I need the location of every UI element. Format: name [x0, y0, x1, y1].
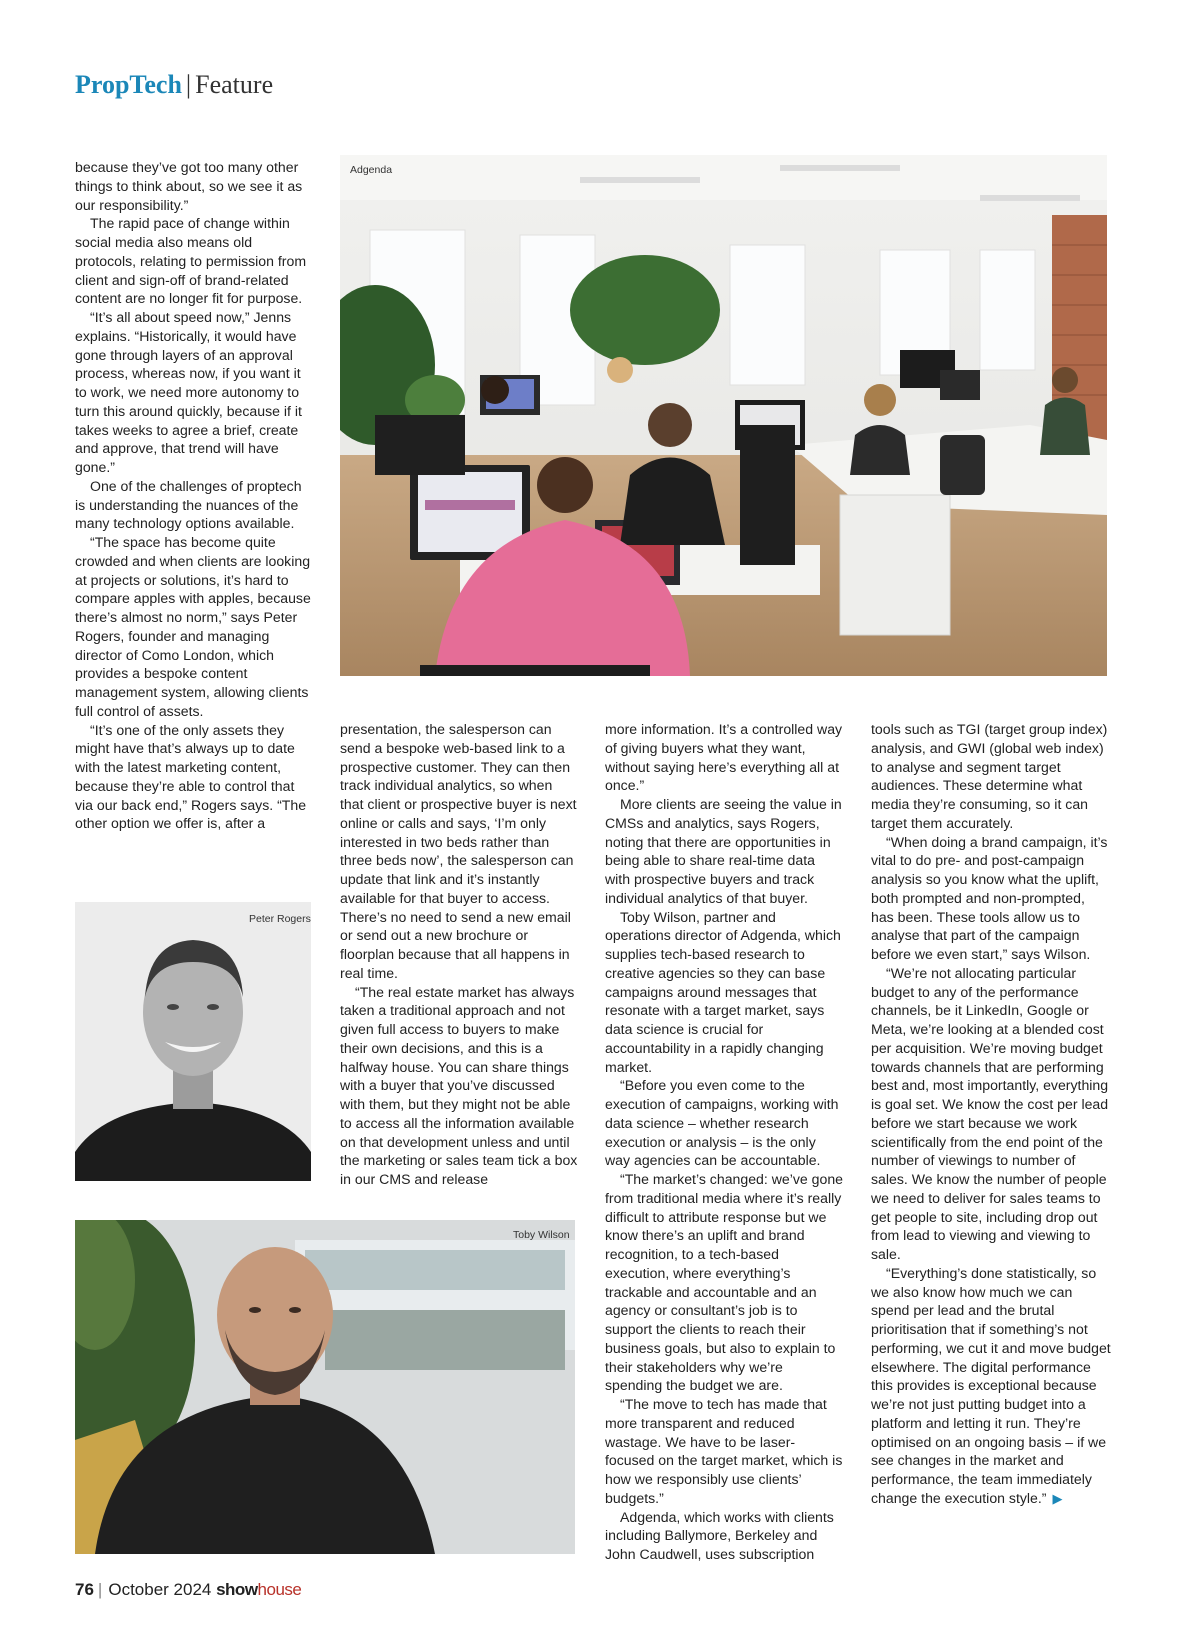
paragraph: “When doing a brand campaign, it’s vital to do pre- and post-campaign analysis so you know what the uplift, both prompted and non-prompted, has been. These tools allow us to analyse that part of the campaign before we even start,” says Wilson.: [871, 833, 1108, 962]
peter-rogers-credit: Peter Rogers: [249, 913, 311, 925]
toby-wilson-photo: [75, 1220, 575, 1554]
section-header: [75, 70, 273, 100]
paragraph: One of the challenges of proptech is understanding the nuances of the many technology options available.: [75, 477, 302, 532]
toby-wilson-credit: Toby Wilson: [513, 1229, 570, 1241]
subsection-name: Feature: [195, 70, 274, 99]
paragraph: “The market’s changed: we’ve gone from traditional media where it’s really difficult to attribute response but we know there’s an uplift and brand recognition, to a tech-based execution, where everything’s trackable and accountable and an agency or consultant’s job is to support the clients to reach their business goals, but also to explain to their stakeholders why we’re spending the budget we are.: [605, 1171, 844, 1394]
peter-rogers-photo: [75, 902, 311, 1181]
office-photo-credit: Adgenda: [350, 164, 393, 176]
paragraph: “The real estate market has always taken a traditional approach and not given full access to buyers to make their own decisions, and this is a halfway house. You can share things with a buyer that you’ve discussed with them, but they might not be able to access all the information available on that development unless and until the marketing or sales team tick a box in our CMS and release: [340, 983, 578, 1187]
paragraph: “Before you even come to the execution of campaigns, working with data science – whether research execution or analysis – is the only way agencies can be accountable.: [605, 1077, 839, 1169]
column-3: [605, 720, 843, 1564]
paragraph: “The space has become quite crowded and when clients are looking at projects or solutions, it’s hard to compare apples with apples, because there’s almost no norm,” says Peter Rogers, founder and managing director of Como London, which provides a bespoke content management system, allowing clients full control of assets.: [75, 534, 311, 719]
paragraph: “The move to tech has made that more transparent and reduced wastage. We have to be laser-focused on the target market, which is how we responsibly use clients’ budgets.”: [605, 1396, 843, 1506]
paragraph: “It’s one of the only assets they might have that’s always up to date with the latest marketing content, because they’re able to control that via our back end,” Rogers says. “The other option we offer is, after a: [75, 721, 307, 832]
issue-date: October 2024: [108, 1580, 212, 1599]
paragraph: More clients are seeing the value in CMSs and analytics, says Rogers, noting that there are opportunities in being able to share real-time data with prospective buyers and track individual analytics of that buyer.: [605, 796, 842, 906]
footer-separator: |: [97, 1580, 103, 1599]
paragraph-text: “Everything’s done statistically, so we also know how much we can spend per lead and the brutal prioritisation that if something’s not performing, we cut it and move budget elsewhere. The digital performance this provides is exceptional because we’re not just putting budget into a platform and letting it run. They’re optimised on an ongoing basis – if we see changes in the market and performance, the team immediately change the execution style.”: [871, 1264, 1111, 1506]
paragraph: [871, 1264, 1111, 1509]
page-number: 76: [75, 1580, 94, 1599]
magazine-logo: [216, 1580, 301, 1599]
logo-house: house: [257, 1580, 302, 1599]
paragraph: The rapid pace of change within social media also means old protocols, relating to permission from client and sign-off of brand-related content are no longer fit for purpose.: [75, 215, 307, 307]
header-separator: |: [185, 70, 192, 99]
page-footer: [75, 1580, 301, 1600]
paragraph: because they’ve got too many other things to think about, so we see it as our responsibility.”: [75, 159, 303, 213]
section-name: PropTech: [75, 70, 182, 99]
paragraph: tools such as TGI (target group index) analysis, and GWI (global web index) to analyse and segment target audiences. These determine what media they’re consuming, so it can target them accurately.: [871, 721, 1108, 831]
column-4: [871, 720, 1111, 1509]
paragraph: “It’s all about speed now,” Jenns explains. “Historically, it would have gone through layers of an approval process, whereas now, if you want it to work, we need more autonomy to turn this around quickly, because if it takes weeks to agree a brief, create and approve, that trend will have gone.”: [75, 309, 302, 475]
paragraph: presentation, the salesperson can send a bespoke web-based link to a prospective customer. They can then track individual analytics, so when that client or prospective buyer is next online or calls and says, ‘I’m only interested in two beds rather than three beds now’, the salesperson can update that link and it’s instantly available for that buyer to access. There’s no need to send a new email or send out a new brochure or floorplan because that all happens in real time.: [340, 721, 577, 981]
paragraph: Adgenda, which works with clients including Ballymore, Berkeley and John Caudwell, uses subscription: [605, 1508, 834, 1562]
paragraph: Toby Wilson, partner and operations director of Adgenda, which supplies tech-based research to creative agencies so they can base campaigns around messages that resonate with a target market, says data science is crucial for accountability in a rapidly changing market.: [605, 908, 841, 1075]
paragraph: “We’re not allocating particular budget to any of the performance channels, be it LinkedIn, Google or Meta, we’re looking at a blended cost per acquisition. We’re moving budget towards channels that are performing best and, most importantly, everything is goal set. We know the cost per lead before we start because we work scientifically from the end point of the number of viewings to number of sales. We know the number of people we need to deliver for sales teams to get people to site, including drop out from lead to viewing and viewing to sale.: [871, 964, 1109, 1262]
logo-show: show: [216, 1580, 258, 1599]
paragraph: more information. It’s a controlled way of giving buyers what they want, without saying here’s everything all at once.”: [605, 721, 843, 794]
column-2: [340, 720, 578, 1189]
play-triangle-icon: ▶: [1052, 1490, 1063, 1506]
column-1: [75, 158, 313, 833]
office-photo: [340, 155, 1107, 676]
